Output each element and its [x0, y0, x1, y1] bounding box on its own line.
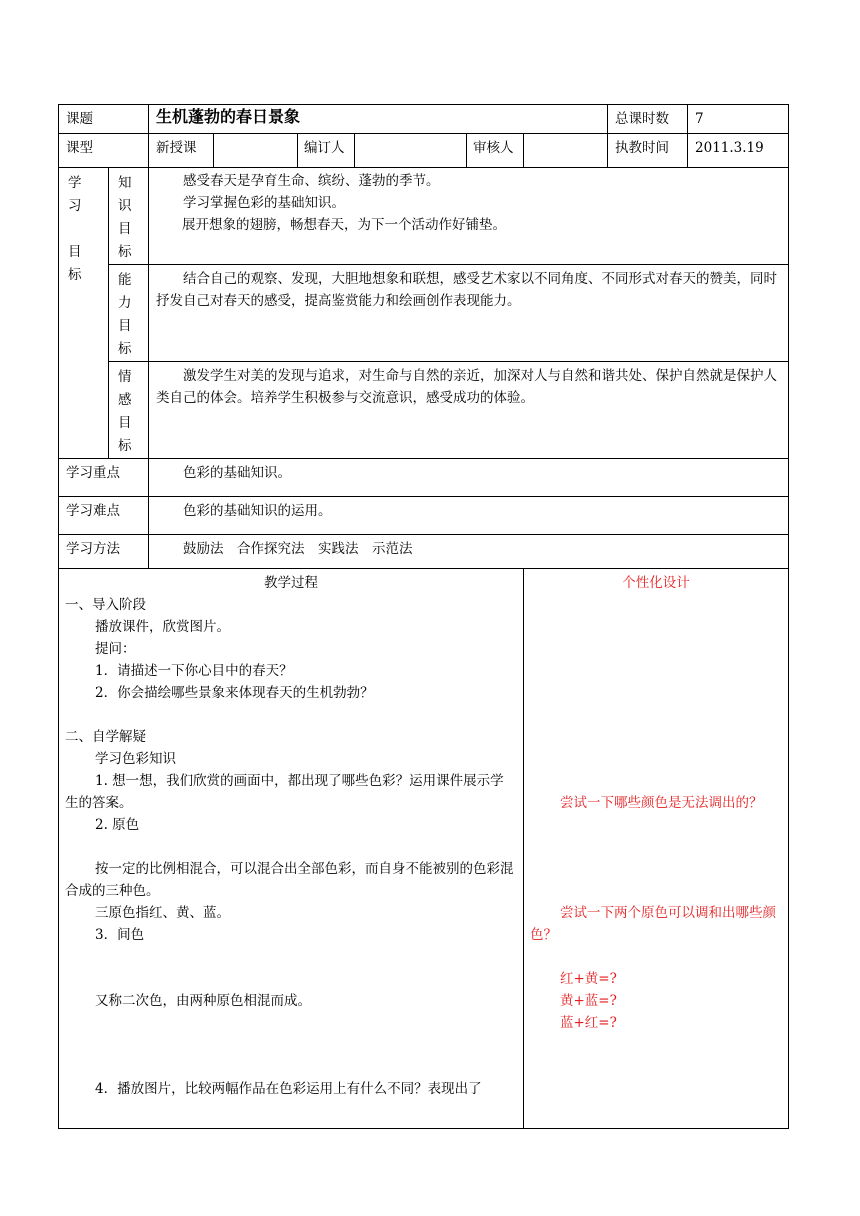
difficulty-label: 学习难点: [66, 503, 120, 519]
method-row: [59, 535, 789, 569]
ability-goal-label: 能 力 目 标: [118, 272, 132, 357]
process-text: 按一定的比例相混合，可以混合出全部色彩，而自身不能被别的色彩混合成的三种色。: [65, 861, 514, 899]
ability-goal-text: 结合自己的观察、发现，大胆地想象和联想，感受艺术家以不同角度、不同形式对春天的赞美，同时抒发自己对春天的感受，提高鉴赏能力和绘画创作表现能力。: [156, 271, 777, 309]
design-mix-1: 红+黄=?: [560, 971, 617, 987]
process-text: 1. 想一想，我们欣赏的画面中，都出现了哪些色彩？运用课件展示学生的答案。: [65, 773, 504, 811]
total-hours-label: 总课时数: [615, 111, 670, 127]
type-label: 课型: [66, 140, 93, 156]
design-note-2: 尝试一下两个原色可以调和出哪些颜色？: [530, 905, 776, 943]
process-text: 三原色指红、黄、蓝。: [95, 905, 230, 921]
focus-value: 色彩的基础知识。: [183, 465, 291, 481]
reviewer-label: 审核人: [473, 140, 514, 156]
difficulty-value: 色彩的基础知识的运用。: [183, 503, 332, 519]
design-title: 个性化设计: [622, 575, 690, 591]
process-text: 又称二次色，由两种原色相混而成。: [95, 993, 311, 1009]
process-text: 提问：: [95, 641, 136, 657]
method-label: 学习方法: [66, 541, 120, 557]
process-text: 学习色彩知识: [95, 751, 176, 767]
topic-value: 生机蓬勃的春日景象: [156, 107, 301, 126]
goal-knowledge-row: [59, 168, 789, 265]
focus-label: 学习重点: [66, 465, 120, 481]
process-question: 1．请描述一下你心目中的春天？: [95, 663, 293, 679]
type-value: 新授课: [156, 140, 197, 156]
topic-row: [59, 105, 789, 134]
topic-label: 课题: [66, 111, 93, 127]
process-text: 4．播放图片，比较两幅作品在色彩运用上有什么不同？表现出了: [95, 1081, 482, 1097]
design-note-1: 尝试一下哪些颜色是无法调出的？: [560, 795, 763, 811]
date-value: 2011.3.19: [695, 140, 764, 156]
difficulty-row: [59, 497, 789, 535]
process-question: 2．你会描绘哪些景象来体现春天的生机勃勃？: [95, 685, 374, 701]
goal-ability-row: [59, 265, 789, 362]
process-title: 教学过程: [264, 575, 318, 591]
teaching-process: [59, 569, 523, 1119]
focus-row: [59, 459, 789, 497]
process-row: [59, 569, 789, 1129]
editor-cell: [214, 134, 355, 168]
goal-emotion-row: [59, 362, 789, 459]
date-label: 执教时间: [615, 140, 670, 156]
section-self-study-heading: 二、自学解疑: [65, 729, 146, 745]
method-value: 鼓励法 合作探究法 实践法 示范法: [183, 541, 413, 557]
total-hours-value: 7: [695, 111, 704, 127]
lesson-plan-table: [58, 104, 789, 1129]
emotion-goal-text: 激发学生对美的发现与追求，对生命与自然的亲近，加深对人与自然和谐共处、保护自然就是保护人类自己的体会。培养学生积极参与交流意识，感受成功的体验。: [156, 368, 777, 406]
goals-label: 学 习 目 标: [68, 175, 82, 283]
editor-label: 编订人: [304, 140, 345, 156]
reviewer-cell: [355, 134, 524, 168]
design-mix-3: 蓝+红=?: [560, 1015, 617, 1031]
knowledge-goal-text: 感受春天是孕育生命、缤纷、蓬勃的季节。 学习掌握色彩的基础知识。 展开想象的翅膀，畅想春天，为下一个活动作好铺垫。: [182, 173, 506, 233]
knowledge-goal-label: 知 识 目 标: [118, 175, 132, 260]
personalized-design: [524, 569, 788, 1119]
section-intro-heading: 一、导入阶段: [65, 597, 146, 613]
emotion-goal-label: 情 感 目 标: [118, 369, 132, 454]
process-text: 2. 原色: [95, 817, 140, 833]
type-row: [59, 134, 789, 168]
process-text: 3．间色: [95, 927, 145, 943]
design-mix-2: 黄+蓝=?: [560, 993, 617, 1009]
process-text: 播放课件，欣赏图片。: [95, 619, 230, 635]
